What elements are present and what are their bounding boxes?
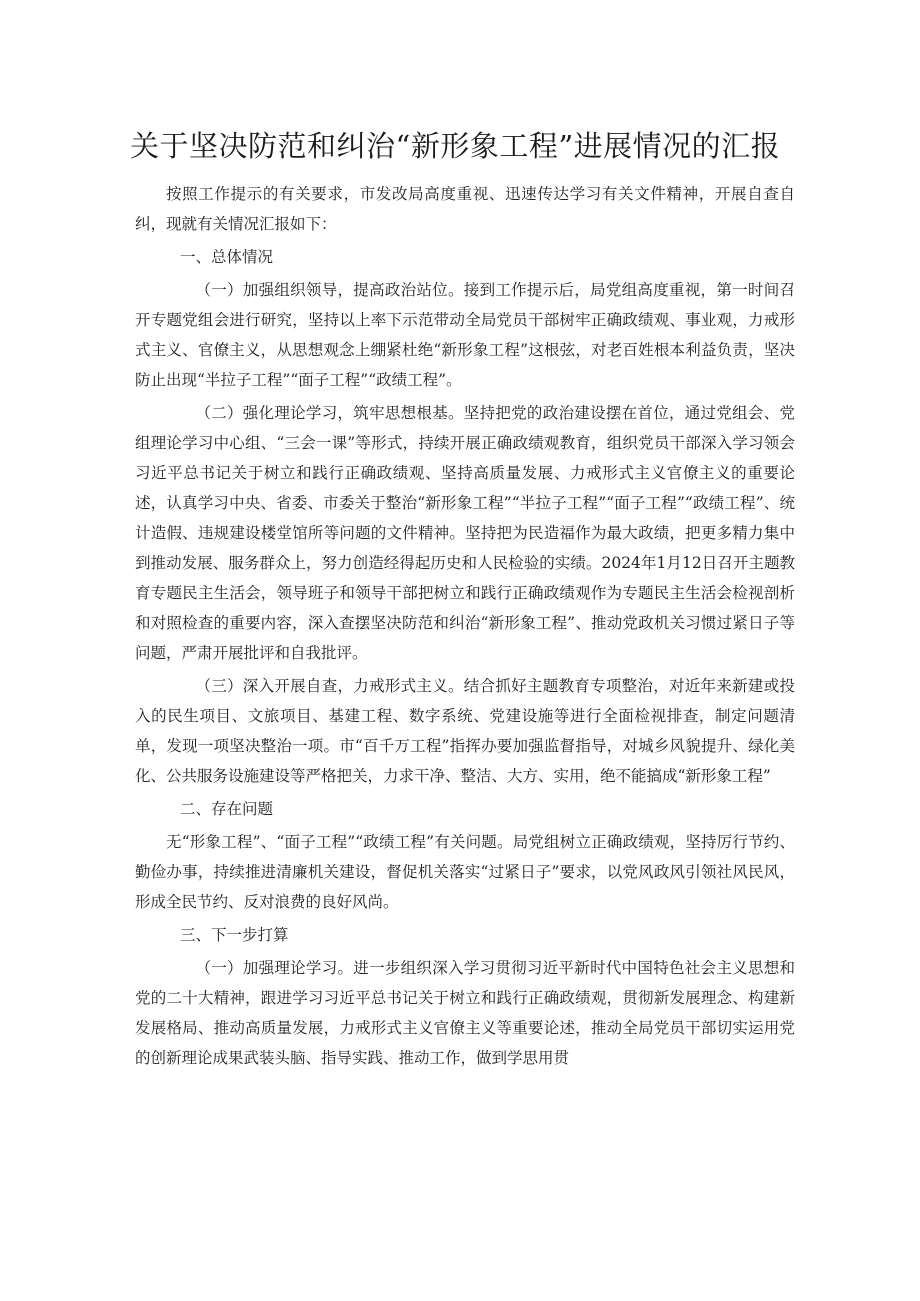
section-heading-overview: 一、总体情况	[179, 248, 273, 266]
document-body	[135, 179, 795, 1076]
paragraph-organization: （一）加强组织领导，提高政治站位。接到工作提示后，局党组高度重视，第一时间召开专题党组会进行研究，坚持以上率下示范带动全局党员干部树牢正确政绩观、事业观，力戒形式主义、官僚主义，从思想观念上绷紧杜绝“新形象工程”这根弦，对老百姓根本利益负责，坚决防止出现“半拉子工程”“面子工程”“政绩工程”。	[135, 281, 795, 389]
document-title: 关于坚决防范和纠治“新形象工程”进展情况的汇报	[130, 129, 781, 163]
paragraph-self-inspection: （三）深入开展自查，力戒形式主义。结合抓好主题教育专项整治，对近年来新建或投入的民生项目、文旅项目、基建工程、数字系统、党建设施等进行全面检视排查，制定问题清单，发现一项坚决整治一项。市“百千万工程”指挥办要加强监督指导，对城乡风貌提升、绿化美化、公共服务设施建设等严格把关，力求干净、整洁、大方、实用，绝不能搞成“新形象工程”	[135, 677, 795, 785]
paragraph-strengthen-study: （一）加强理论学习。进一步组织深入学习贯彻习近平新时代中国特色社会主义思想和党的二十大精神，跟进学习习近平总书记关于树立和践行正确政绩观，贯彻新发展理念、构建新发展格局、推动高质量发展，力戒形式主义官僚主义等重要论述，推动全局党员干部切实运用党的创新理论成果武装头脑、指导实践、推动工作，做到学思用贯	[135, 959, 795, 1067]
intro-paragraph: 按照工作提示的有关要求，市发改局高度重视、迅速传达学习有关文件精神，开展自查自纠，现就有关情况汇报如下：	[135, 185, 795, 233]
section-heading-next-steps: 三、下一步打算	[179, 926, 289, 944]
paragraph-problems: 无“形象工程”、“面子工程”“政绩工程”有关问题。局党组树立正确政绩观，坚持厉行节约、勤俭办事，持续推进清廉机关建设，督促机关落实“过紧日子”要求，以党风政风引领社风民风，形成全民节约、反对浪费的良好风尚。	[135, 833, 795, 911]
paragraph-theory-study: （二）强化理论学习，筑牢思想根基。坚持把党的政治建设摆在首位，通过党组会、党组理论学习中心组、“三会一课”等形式，持续开展正确政绩观教育，组织党员干部深入学习领会习近平总书记关于树立和践行正确政绩观、坚持高质量发展、力戒形式主义官僚主义的重要论述，认真学习中央、省委、市委关于整治“新形象工程”“半拉子工程”“面子工程”“政绩工程”、统计造假、违规建设楼堂馆所等问题的文件精神。坚持把为民造福作为最大政绩，把更多精力集中到推动发展、服务群众上，努力创造经得起历史和人民检验的实绩。2024年1月12日召开主题教育专题民主生活会，领导班子和领导干部把树立和践行正确政绩观作为专题民主生活会检视剖析和对照检查的重要内容，深入查摆坚决防范和纠治“新形象工程”、推动党政机关习惯过紧日子等问题，严肃开展批评和自我批评。	[135, 404, 795, 662]
section-heading-problems: 二、存在问题	[179, 800, 273, 818]
